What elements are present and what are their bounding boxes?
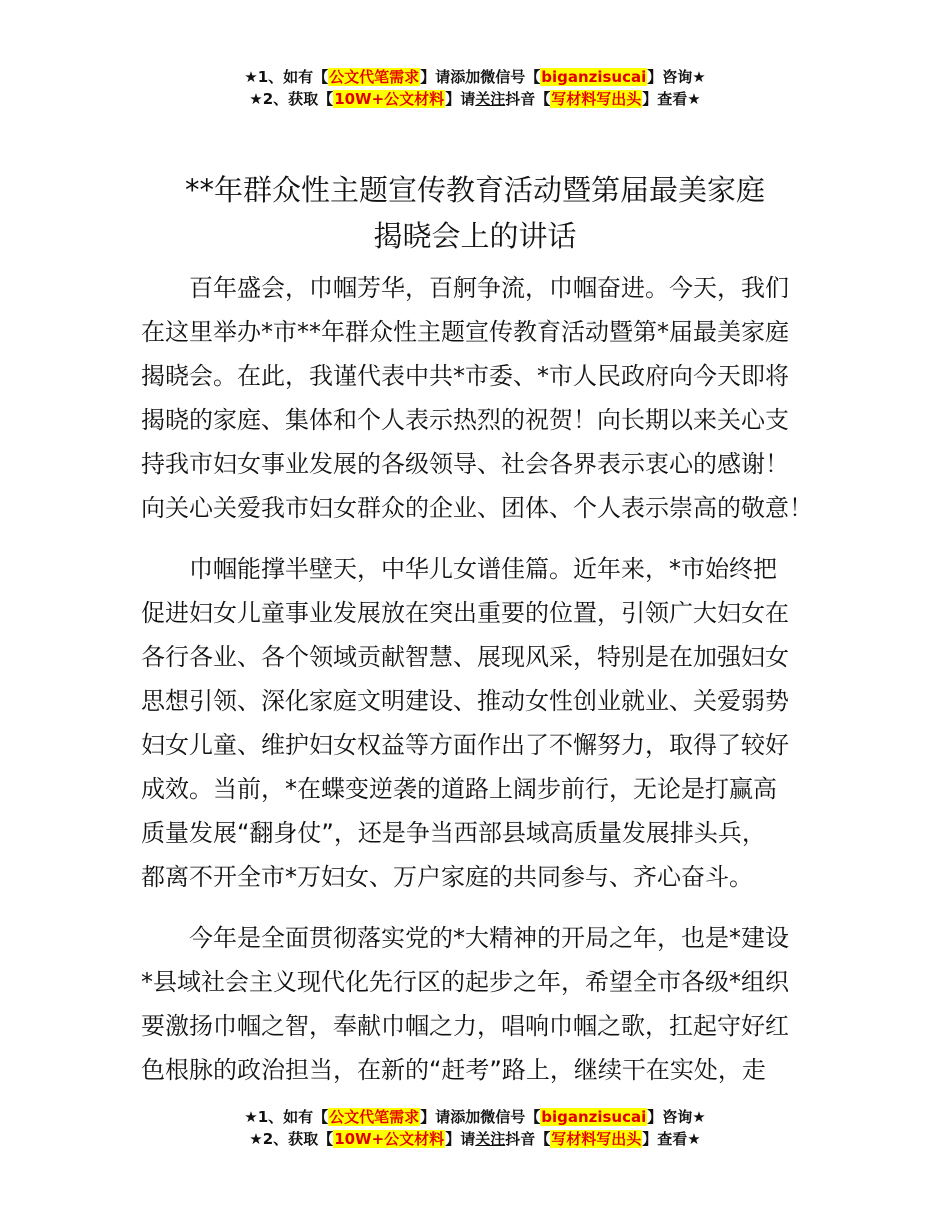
paragraph-line: 各行各业、各个领域贡献智慧、展现风采，特别是在加强妇女 — [141, 643, 789, 671]
promo-text: ★2、获取【 — [249, 1130, 334, 1148]
paragraph-line: 百年盛会，巾帼芳华，百舸争流，巾帼奋进。今天，我们 — [189, 274, 789, 302]
promo-text: 】请 — [445, 1130, 476, 1148]
promo-highlight-materials: 10W+公文材料 — [334, 1130, 445, 1148]
promo-text: 抖音【 — [505, 90, 551, 108]
header-promo — [0, 66, 950, 110]
paragraph-line: 质量发展“翻身仗”，还是争当西部县域高质量发展排头兵， — [141, 819, 766, 847]
promo-text: 】咨询★ — [647, 1108, 706, 1126]
promo-text: ★1、如有【 — [244, 1108, 329, 1126]
promo-text: 】查看★ — [642, 90, 701, 108]
paragraph-line: 向关心关爱我市妇女群众的企业、团体、个人表示崇高的敬意！ — [141, 494, 813, 522]
paragraph-line: 色根脉的政治担当，在新的“赶考”路上，继续干在实处，走 — [141, 1056, 766, 1084]
paragraph-line: 妇女儿童、维护妇女权益等方面作出了不懈努力，取得了较好 — [141, 731, 789, 759]
promo-text: 】请 — [445, 90, 476, 108]
promo-line-1 — [0, 66, 950, 88]
promo-text: 】请添加微信号【 — [420, 68, 541, 86]
promo-underlined-follow: 关注 — [475, 1130, 506, 1148]
promo-text: ★2、获取【 — [249, 90, 334, 108]
paragraph-line: 持我市妇女事业发展的各级领导、社会各界表示衷心的感谢！ — [141, 450, 789, 478]
promo-line-2 — [0, 1128, 950, 1150]
paragraph-line: 巾帼能撑半壁天，中华儿女谱佳篇。近年来，*市始终把 — [189, 555, 777, 583]
paragraph-line: 揭晓会。在此，我谨代表中共*市委、*市人民政府向今天即将 — [141, 362, 789, 390]
promo-text: 抖音【 — [505, 1130, 551, 1148]
paragraph-line: 成效。当前，*在蝶变逆袭的道路上阔步前行，无论是打赢高 — [141, 775, 777, 803]
promo-text: 】请添加微信号【 — [420, 1108, 541, 1126]
promo-highlight-service: 公文代笔需求 — [329, 68, 420, 86]
promo-line-2 — [0, 88, 950, 110]
promo-text: 】咨询★ — [647, 68, 706, 86]
paragraph-line: 都离不开全市*万妇女、万户家庭的共同参与、齐心奋斗。 — [141, 863, 753, 891]
paragraph-3 — [141, 916, 841, 1092]
paragraph-line: 在这里举办*市**年群众性主题宣传教育活动暨第*届最美家庭 — [141, 318, 789, 346]
paragraph-1 — [141, 266, 841, 530]
paragraph-line: 要激扬巾帼之智，奉献巾帼之力，唱响巾帼之歌，扛起守好红 — [141, 1012, 789, 1040]
promo-underlined-follow: 关注 — [475, 90, 506, 108]
promo-line-1 — [0, 1106, 950, 1128]
paragraph-line: 今年是全面贯彻落实党的*大精神的开局之年，也是*建设 — [189, 924, 789, 952]
promo-text: ★1、如有【 — [244, 68, 329, 86]
title-line-1: **年群众性主题宣传教育活动暨第届最美家庭 — [184, 173, 765, 207]
footer-promo — [0, 1106, 950, 1150]
promo-highlight-wechat-id: biganzisucai — [541, 1108, 647, 1126]
document-body — [141, 266, 841, 1109]
document-title — [100, 167, 850, 259]
paragraph-2 — [141, 547, 841, 899]
paragraph-line: 促进妇女儿童事业发展放在突出重要的位置，引领广大妇女在 — [141, 599, 789, 627]
promo-highlight-douyin: 写材料写出头 — [551, 1130, 642, 1148]
paragraph-line: 思想引领、深化家庭文明建设、推动女性创业就业、关爱弱势 — [141, 687, 789, 715]
title-line-2: 揭晓会上的讲话 — [373, 219, 577, 253]
promo-highlight-douyin: 写材料写出头 — [551, 90, 642, 108]
paragraph-line: 揭晓的家庭、集体和个人表示热烈的祝贺！向长期以来关心支 — [141, 406, 789, 434]
promo-highlight-wechat-id: biganzisucai — [541, 68, 647, 86]
promo-highlight-service: 公文代笔需求 — [329, 1108, 420, 1126]
paragraph-line: *县域社会主义现代化先行区的起步之年，希望全市各级*组织 — [141, 968, 789, 996]
promo-text: 】查看★ — [642, 1130, 701, 1148]
promo-highlight-materials: 10W+公文材料 — [334, 90, 445, 108]
